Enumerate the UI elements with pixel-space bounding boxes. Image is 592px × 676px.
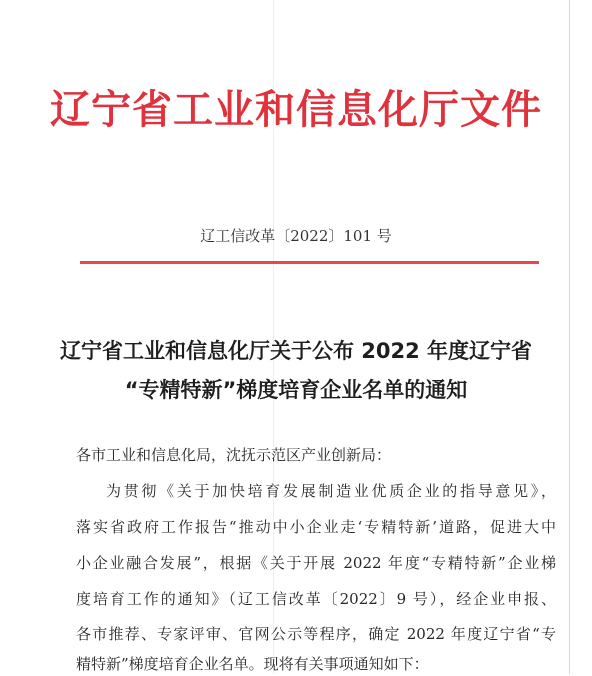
body-line: 度培育工作的通知》（辽工信改革〔2022〕9 号），经企业申报、 — [76, 590, 556, 608]
red-masthead-title: 辽宁省工业和信息化厅文件 — [50, 87, 542, 133]
salutation: 各市工业和信息化局，沈抚示范区产业创新局： — [76, 446, 392, 464]
body-line: 落实省政府工作报告“推动中小企业走‘专精特新’道路，促进大中 — [76, 518, 556, 536]
body-line: 精特新”梯度培育企业名单。现将有关事项通知如下： — [76, 655, 429, 673]
body-line: 各市推荐、专家评审、官网公示等程序，确定 2022 年度辽宁省“专 — [76, 625, 556, 643]
body-line: 为贯彻《关于加快培育发展制造业优质企业的指导意见》， — [106, 482, 556, 500]
red-divider-line — [80, 261, 539, 264]
document-number: 辽工信改革〔2022〕101 号 — [200, 227, 392, 245]
body-line: 小企业融合发展”，根据《关于开展 2022 年度“专精特新”企业梯 — [76, 554, 556, 572]
notice-title-line-2: “专精特新”梯度培育企业名单的通知 — [124, 378, 468, 402]
notice-title-line-1: 辽宁省工业和信息化厅关于公布 2022 年度辽宁省 — [59, 339, 533, 363]
